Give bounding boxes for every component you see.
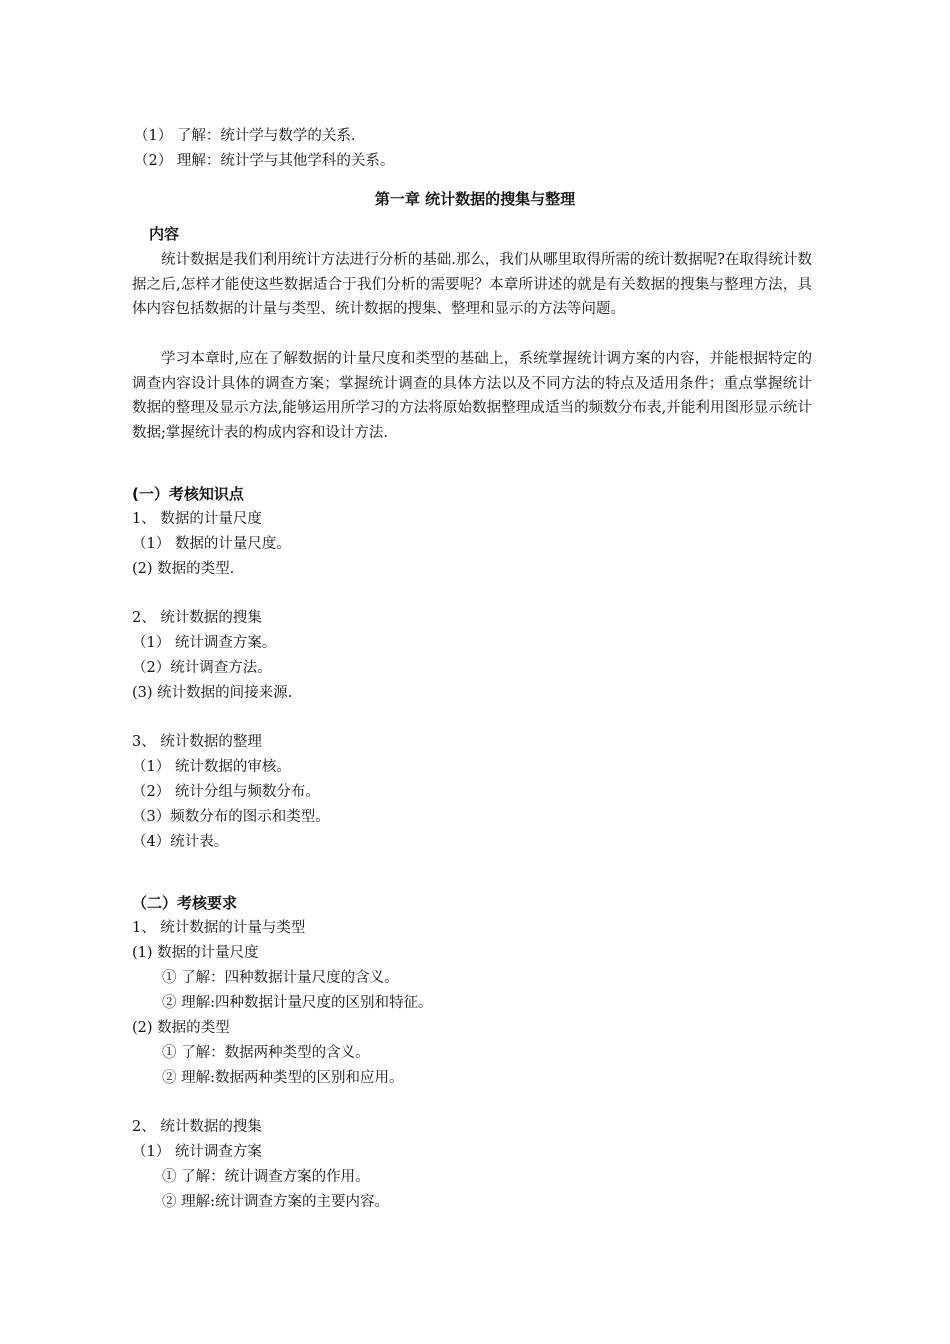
list-item: (1) 数据的计量尺度 [132, 945, 259, 961]
list-item: ② 理解:统计调查方案的主要内容。 [162, 1194, 389, 1210]
list-item: ① 了解：四种数据计量尺度的含义。 [162, 970, 399, 986]
content-paragraph [132, 347, 812, 446]
list-item: （1） 统计调查方案。 [132, 635, 277, 651]
list-item: ② 理解:数据两种类型的区别和应用。 [162, 1070, 404, 1086]
section-heading: （二）考核要求 [132, 894, 238, 912]
list-item: (2) 数据的类型. [132, 561, 235, 577]
intro-item: （1） 了解：统计学与数学的关系. [134, 128, 356, 144]
list-item: 2、 统计数据的搜集 [132, 610, 262, 626]
list-item: 3、 统计数据的整理 [132, 734, 262, 750]
paragraph-text: 学习本章时,应在了解数据的计量尺度和类型的基础上，系统掌握统计调方案的内容，并能根据特定的调查内容设计具体的调查方案；掌握统计调查的具体方法以及不同方法的特点及适用条件；重点掌握统计数据的整理及显示方法,能够运用所学习的方法将原始数据整理成适当的频数分布表,并能利用图形显示统计数据;掌握统计表的构成内容和设计方法. [132, 351, 812, 442]
list-item: (2) 数据的类型 [132, 1020, 230, 1036]
content-heading: 内容 [149, 225, 180, 243]
list-item: ② 理解:四种数据计量尺度的区别和特征。 [162, 995, 433, 1011]
content-paragraph [132, 248, 812, 322]
list-item: ① 了解：统计调查方案的作用。 [162, 1169, 370, 1185]
paragraph-text: 统计数据是我们利用统计方法进行分析的基础.那么，我们从哪里取得所需的统计数据呢?在取得统计数据之后,怎样才能使这些数据适合于我们分析的需要呢？本章所讲述的就是有关数据的搜集与整理方法，具体内容包括数据的计量与类型、统计数据的搜集、整理和显示的方法等问题。 [132, 252, 812, 318]
chapter-title: 第一章 统计数据的搜集与整理 [374, 190, 576, 208]
list-item: （4）统计表。 [132, 834, 229, 850]
list-item: （1） 统计调查方案 [132, 1144, 262, 1160]
list-item: （3）频数分布的图示和类型。 [132, 809, 330, 825]
list-item: （2）统计调查方法。 [132, 660, 272, 676]
list-item: （1） 统计数据的审核。 [132, 759, 291, 775]
list-item: 1、 统计数据的计量与类型 [132, 920, 306, 936]
list-item: （2） 统计分组与频数分布。 [132, 784, 320, 800]
intro-item: （2） 理解：统计学与其他学科的关系。 [134, 153, 395, 169]
list-item: 2、 统计数据的搜集 [132, 1119, 262, 1135]
list-item: ① 了解：数据两种类型的含义。 [162, 1045, 370, 1061]
section-heading: (一）考核知识点 [132, 485, 244, 503]
list-item: （1） 数据的计量尺度。 [132, 536, 291, 552]
list-item: (3) 统计数据的间接来源. [132, 685, 293, 701]
list-item: 1、 数据的计量尺度 [132, 511, 262, 527]
